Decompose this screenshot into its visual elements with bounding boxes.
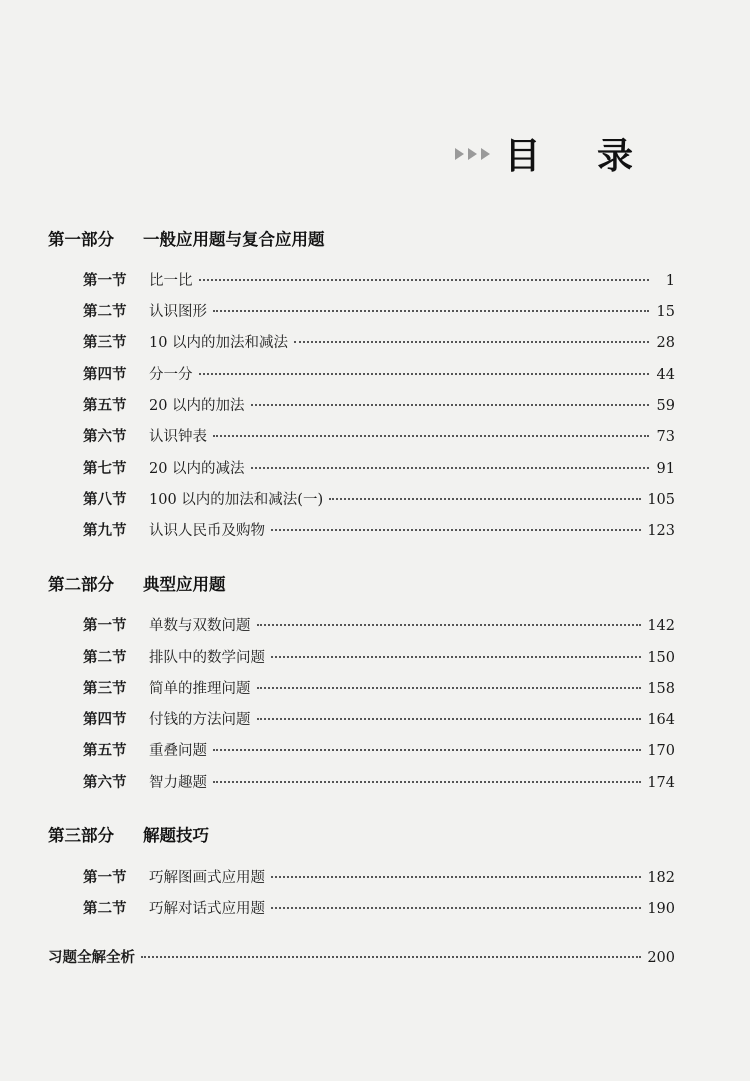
- part-number: 第二部分: [48, 575, 114, 594]
- section-number: 第一节: [83, 870, 127, 886]
- page-number: 150: [647, 650, 675, 666]
- part-heading: [48, 571, 226, 595]
- section-number: 第三节: [83, 681, 127, 697]
- toc-entry[interactable]: [83, 739, 675, 761]
- section-title: 排队中的数学问题: [149, 650, 265, 666]
- toc-entry[interactable]: [83, 331, 675, 353]
- dot-leader: [257, 718, 642, 720]
- toc-entry[interactable]: [83, 488, 675, 510]
- page-number: 164: [647, 712, 675, 728]
- section-title: 20 以内的减法: [149, 461, 245, 477]
- section-title: 付钱的方法问题: [149, 712, 251, 728]
- dot-leader: [257, 624, 642, 626]
- section-number: 第二节: [83, 304, 127, 320]
- section-title: 10 以内的加法和减法: [149, 335, 289, 351]
- dot-leader: [213, 310, 649, 312]
- page-number: 142: [647, 618, 675, 634]
- section-number: 第一节: [83, 618, 127, 634]
- toc-entry[interactable]: [83, 269, 675, 291]
- dot-leader: [257, 687, 642, 689]
- section-title: 认识钟表: [149, 429, 207, 445]
- dot-leader: [271, 656, 641, 658]
- page-number: 190: [647, 901, 675, 917]
- section-title: 单数与双数问题: [149, 618, 251, 634]
- dot-leader: [251, 404, 649, 406]
- page-number: 73: [656, 429, 675, 445]
- section-title: 认识人民币及购物: [149, 523, 265, 539]
- page-number: 1: [665, 273, 675, 289]
- dot-leader: [213, 749, 641, 751]
- dot-leader: [141, 956, 641, 958]
- section-title: 重叠问题: [149, 743, 207, 759]
- section-title: 比一比: [149, 273, 193, 289]
- dot-leader: [199, 373, 650, 375]
- section-title: 简单的推理问题: [149, 681, 251, 697]
- part-number: 第三部分: [48, 826, 114, 845]
- page-number: 44: [656, 367, 675, 383]
- toc-entry[interactable]: [83, 457, 675, 479]
- dot-leader: [251, 467, 649, 469]
- toc-entry-answers[interactable]: [48, 946, 675, 967]
- dot-leader: [271, 529, 641, 531]
- section-number: 第六节: [83, 429, 127, 445]
- page-number: 28: [656, 335, 675, 351]
- page-number: 59: [656, 398, 675, 414]
- dot-leader: [271, 907, 641, 909]
- part-number: 第一部分: [48, 230, 114, 249]
- dot-leader: [271, 876, 641, 878]
- toc-entry[interactable]: [83, 771, 675, 793]
- toc-entry[interactable]: [83, 866, 675, 888]
- toc-entry[interactable]: [83, 708, 675, 730]
- toc-entry[interactable]: [83, 519, 675, 541]
- page-number: 91: [656, 461, 675, 477]
- part-heading: [48, 226, 325, 250]
- page-number: 105: [647, 492, 675, 508]
- dot-leader: [213, 781, 641, 783]
- page-number: 200: [647, 950, 675, 966]
- section-number: 第二节: [83, 650, 127, 666]
- section-number: 第三节: [83, 335, 127, 351]
- page-number: 158: [647, 681, 675, 697]
- triple-arrow-icon: [455, 148, 490, 160]
- section-title: 认识图形: [149, 304, 207, 320]
- dot-leader: [213, 435, 649, 437]
- toc-entry[interactable]: [83, 300, 675, 322]
- section-number: 第四节: [83, 367, 127, 383]
- section-number: 第六节: [83, 775, 127, 791]
- toc-title-block: [455, 128, 655, 179]
- toc-entry[interactable]: [83, 646, 675, 668]
- section-title: 巧解对话式应用题: [149, 901, 265, 917]
- dot-leader: [199, 279, 650, 281]
- part-title: 解题技巧: [143, 826, 209, 845]
- section-title: 习题全解全析: [48, 950, 135, 966]
- page-title: 目 录: [504, 136, 655, 177]
- page-number: 15: [656, 304, 675, 320]
- toc-entry[interactable]: [83, 897, 675, 919]
- dot-leader: [329, 498, 641, 500]
- section-title: 智力趣题: [149, 775, 207, 791]
- dot-leader: [294, 341, 649, 343]
- section-number: 第五节: [83, 398, 127, 414]
- page-number: 123: [647, 523, 675, 539]
- toc-entry[interactable]: [83, 677, 675, 699]
- page-number: 170: [647, 743, 675, 759]
- toc-entry[interactable]: [83, 425, 675, 447]
- section-number: 第一节: [83, 273, 127, 289]
- section-number: 第八节: [83, 492, 127, 508]
- toc-entry[interactable]: [83, 363, 675, 385]
- page-number: 174: [647, 775, 675, 791]
- toc-entry[interactable]: [83, 614, 675, 636]
- part-heading: [48, 822, 209, 846]
- part-title: 一般应用题与复合应用题: [143, 230, 325, 249]
- section-number: 第五节: [83, 743, 127, 759]
- section-title: 100 以内的加法和减法(一): [149, 492, 324, 508]
- part-title: 典型应用题: [143, 575, 226, 594]
- section-title: 20 以内的加法: [149, 398, 245, 414]
- toc-entry[interactable]: [83, 394, 675, 416]
- section-title: 巧解图画式应用题: [149, 870, 265, 886]
- section-number: 第二节: [83, 901, 127, 917]
- section-title: 分一分: [149, 367, 193, 383]
- section-number: 第七节: [83, 461, 127, 477]
- section-number: 第九节: [83, 523, 127, 539]
- section-number: 第四节: [83, 712, 127, 728]
- page-number: 182: [647, 870, 675, 886]
